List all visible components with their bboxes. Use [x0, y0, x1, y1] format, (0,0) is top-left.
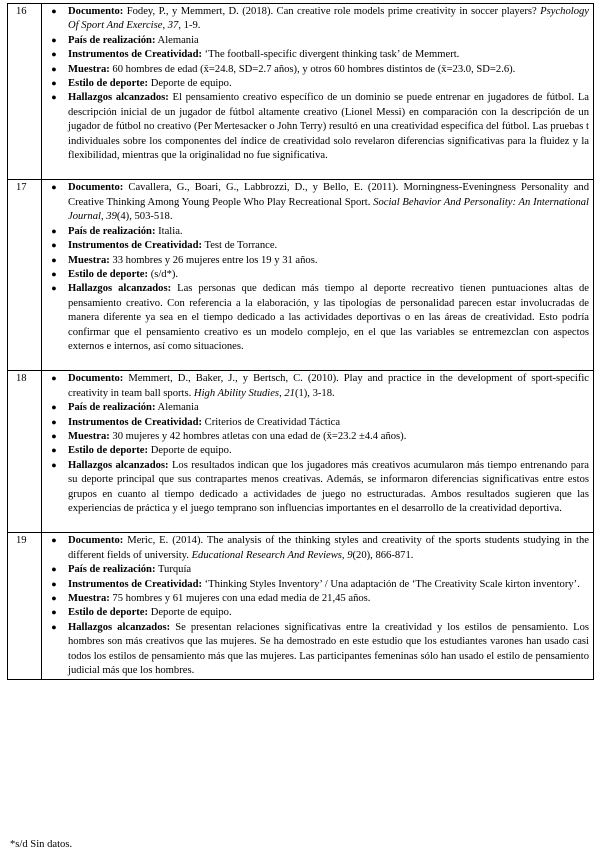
- study-entry: [8, 180, 593, 371]
- bullet-icon: ●: [51, 78, 57, 89]
- field-pais: ● País de realización: Alemania: [48, 34, 589, 48]
- bullet-icon: ●: [51, 445, 57, 456]
- study-entry: [8, 4, 593, 180]
- bullet-icon: ●: [51, 416, 57, 427]
- entry-number: 18: [8, 371, 42, 532]
- bullet-icon: ●: [51, 283, 57, 294]
- journal-volume: 39: [106, 211, 117, 223]
- bullet-icon: ●: [51, 593, 57, 604]
- bullet-icon: ●: [51, 240, 57, 251]
- field-hallazgos: ● Hallazgos alcanzados: Los resultados indican que los jugadores más creativos acumularon más tiempo entrenando para su deporte principal que sus contrapartes menos creativas. Además, se informaron diferencias significativas entre estos grupos en cuanto al tiempo dedicado a actividades de juego no estructuradas. Ambos resultados sugieren que las experiencias de práctica y el juego temprano son influencias importantes en el desarrollo de la creatividad deportiva.: [48, 459, 589, 517]
- field-instrumentos: ● Instrumentos de Creatividad: ‘Thinking Styles Inventory’ / Una adaptación de ‘The Creativity Scale kirton inventory’.: [48, 578, 589, 592]
- journal-title: Educational Research And Reviews: [191, 549, 342, 561]
- bullet-icon: ●: [51, 459, 57, 470]
- journal-title: Social Behavior And Personality: An International Journal: [68, 196, 589, 223]
- field-hallazgos: ● Hallazgos alcanzados: Se presentan relaciones significativas entre la creatividad y los estilos de pensamiento. Los hombres son más creativos que las mujeres. Se ha demostrado en este estudio que los estudiantes varones han usado casi todos los estilos de pensamiento más que las mujeres. Las participantes femeninas sólo han usado el estilo de pensamiento judicial más que los hombres.: [48, 621, 589, 679]
- field-instrumentos: ● Instrumentos de Creatividad: Test de Torrance.: [48, 239, 589, 253]
- bullet-icon: ●: [51, 607, 57, 618]
- studies-table: [7, 3, 594, 680]
- bullet-icon: ●: [51, 92, 57, 103]
- journal-volume: 9: [347, 549, 353, 561]
- bullet-icon: ●: [51, 578, 57, 589]
- field-hallazgos: ● Hallazgos alcanzados: El pensamiento creativo específico de un dominio se puede entrenar en jugadores de fútbol. La descripción inicial de un jugador de fútbol altamente creativo (Lionel Messi) en comparación con la descripción de un jugador de fútbol no creativo (Per Mertesacker o John Terry) resultó en una creatividad específica del fútbol. Las pruebas t individuales sobre los componentes del índice de creatividad solo revelaron diferencias significativas para la fluidez y la flexibilidad, mientras que la originalidad no fue significativa.: [48, 91, 589, 163]
- bullet-icon: ●: [51, 621, 57, 632]
- field-muestra: ● Muestra: 75 hombres y 61 mujeres con una edad media de 21,45 años.: [48, 592, 589, 606]
- bullet-icon: ●: [51, 34, 57, 45]
- journal-volume: 21: [284, 387, 295, 399]
- bullet-icon: ●: [51, 49, 57, 60]
- bullet-icon: ●: [51, 430, 57, 441]
- bullet-icon: ●: [51, 6, 57, 16]
- field-documento: ● Documento: Meric, E. (2014). The analysis of the thinking styles and creativity of the sports students studying in the different fields of university. Educational Research And Reviews, 9(20), 866-871.: [48, 534, 589, 563]
- field-documento: ● Documento: Cavallera, G., Boari, G., Labbrozzi, D., y Bello, E. (2011). Morningness-Eveningness Personality and Creative Thinking Among Young People Who Play Recreational Sport. Social Behavior And Personality: An International Journal, 39(4), 503-518.: [48, 181, 589, 224]
- study-entry: [8, 371, 593, 533]
- entry-number: 19: [8, 533, 42, 679]
- field-documento: ● Documento: Fodey, P., y Memmert, D. (2018). Can creative role models prime creativity in soccer players? Psychology Of Sport And Exercise, 37, 1-9.: [48, 5, 589, 34]
- bullet-icon: ●: [51, 254, 57, 265]
- study-entry: [8, 533, 593, 680]
- entry-body: [42, 533, 593, 679]
- entry-number: 16: [8, 4, 42, 179]
- footnote: *s/d Sin datos.: [10, 839, 73, 850]
- bullet-icon: ●: [51, 373, 57, 384]
- journal-volume: 37: [167, 20, 179, 32]
- field-pais: ● País de realización: Italia.: [48, 225, 589, 239]
- field-muestra: ● Muestra: 60 hombres de edad (x̄=24.8, SD=2.7 años), y otros 60 hombres distintos de (x̄=23.0, SD=2.6).: [48, 63, 589, 77]
- entry-body: [42, 4, 593, 179]
- field-documento: ● Documento: Memmert, D., Baker, J., y Bertsch, C. (2010). Play and practice in the development of sport-specific creativity in team ball sports. High Ability Studies, 21(1), 3-18.: [48, 372, 589, 401]
- entry-number: 17: [8, 180, 42, 370]
- bullet-icon: ●: [51, 63, 57, 74]
- field-muestra: ● Muestra: 33 hombres y 26 mujeres entre los 19 y 31 años.: [48, 254, 589, 268]
- field-instrumentos: ● Instrumentos de Creatividad: Criterios de Creatividad Táctica: [48, 416, 589, 430]
- journal-title: High Ability Studies: [193, 387, 280, 399]
- bullet-icon: ●: [51, 268, 57, 279]
- field-pais: ● País de realización: Alemania: [48, 401, 589, 415]
- field-estilo: ● Estilo de deporte: Deporte de equipo.: [48, 444, 589, 458]
- field-muestra: ● Muestra: 30 mujeres y 42 hombres atletas con una edad de (x̄=23.2 ±4.4 años).: [48, 430, 589, 444]
- field-pais: ● País de realización: Turquía: [48, 563, 589, 577]
- field-estilo: ● Estilo de deporte: Deporte de equipo.: [48, 77, 589, 91]
- entry-body: [42, 180, 593, 370]
- bullet-icon: ●: [51, 225, 57, 236]
- bullet-icon: ●: [51, 402, 57, 413]
- bullet-icon: ●: [51, 182, 57, 193]
- bullet-icon: ●: [51, 564, 57, 575]
- entry-body: [42, 371, 593, 532]
- field-estilo: ● Estilo de deporte: Deporte de equipo.: [48, 606, 589, 620]
- bullet-icon: ●: [51, 535, 57, 546]
- field-estilo: ● Estilo de deporte: (s/d*).: [48, 268, 589, 282]
- journal-title: Psychology Of Sport And Exercise: [68, 6, 589, 32]
- field-instrumentos: ● Instrumentos de Creatividad: ‘The football-specific divergent thinking task’ de Memmert.: [48, 48, 589, 62]
- field-hallazgos: ● Hallazgos alcanzados: Las personas que dedican más tiempo al deporte recreativo tienen puntuaciones altas de pensamiento creativo. Con referencia a la elaboración, y las tipologías de personalidad parecen estar involucradas de manera diferente ya sea en el tiempo dedicado a las actividades deportivas o en las áreas de creatividad. Esto podría confirmar que el pensamiento creativo es un modelo complejo, en el que las variables se entremezclan con aspectos externos e internos, así como situaciones.: [48, 282, 589, 354]
